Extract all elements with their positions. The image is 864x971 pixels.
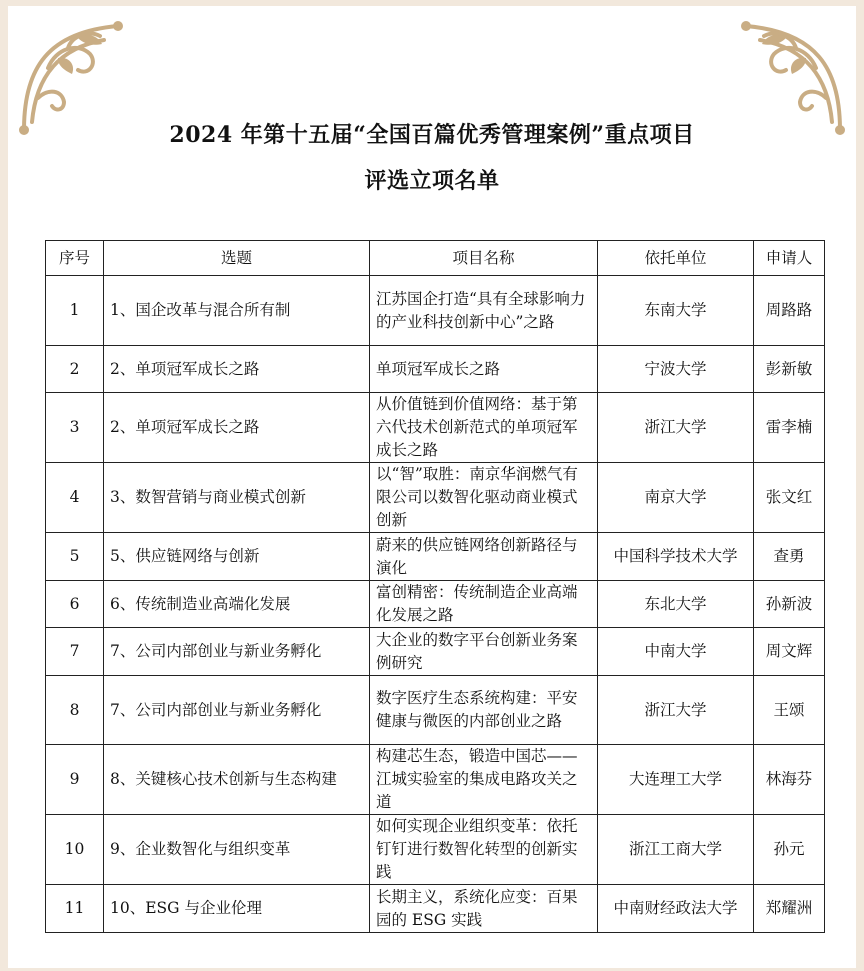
table-row: [46, 676, 825, 745]
cell-topic: 3、数智营销与商业模式创新: [104, 463, 370, 533]
cell-topic: 6、传统制造业高端化发展: [104, 581, 370, 628]
cell-applicant: 王颂: [754, 676, 825, 745]
table-header-row: [46, 241, 825, 276]
cell-project: 江苏国企打造“具有全球影响力的产业科技创新中心”之路: [370, 276, 598, 346]
cell-project: 构建芯生态，锻造中国芯——江城实验室的集成电路攻关之道: [370, 745, 598, 815]
cell-no: 6: [46, 581, 104, 628]
cell-unit: 中南财经政法大学: [598, 885, 754, 933]
cell-topic: 5、供应链网络与创新: [104, 533, 370, 581]
cell-unit: 东南大学: [598, 276, 754, 346]
cell-no: 4: [46, 463, 104, 533]
header-applicant: 申请人: [754, 241, 825, 276]
cell-topic: 10、ESG 与企业伦理: [104, 885, 370, 933]
cell-project: 长期主义，系统化应变：百果园的 ESG 实践: [370, 885, 598, 933]
cell-unit: 东北大学: [598, 581, 754, 628]
cell-applicant: 彭新敏: [754, 346, 825, 393]
cell-topic: 9、企业数智化与组织变革: [104, 815, 370, 885]
cell-unit: 浙江工商大学: [598, 815, 754, 885]
cell-applicant: 孙新波: [754, 581, 825, 628]
header-project: 项目名称: [370, 241, 598, 276]
document-title: 2024 年第十五届“全国百篇优秀管理案例”重点项目: [169, 122, 695, 148]
header-unit: 依托单位: [598, 241, 754, 276]
cell-applicant: 周路路: [754, 276, 825, 346]
cell-project: 以“智”取胜：南京华润燃气有限公司以数智化驱动商业模式创新: [370, 463, 598, 533]
table-row: [46, 533, 825, 581]
table-row: [46, 393, 825, 463]
cell-project: 数字医疗生态系统构建：平安健康与微医的内部创业之路: [370, 676, 598, 745]
cell-unit: 浙江大学: [598, 393, 754, 463]
cell-no: 8: [46, 676, 104, 745]
cell-no: 7: [46, 628, 104, 676]
cell-applicant: 孙元: [754, 815, 825, 885]
cell-unit: 大连理工大学: [598, 745, 754, 815]
table-row: [46, 581, 825, 628]
cell-applicant: 周文辉: [754, 628, 825, 676]
document-page: [8, 6, 856, 968]
cell-applicant: 查勇: [754, 533, 825, 581]
cell-project: 蔚来的供应链网络创新路径与演化: [370, 533, 598, 581]
cell-unit: 宁波大学: [598, 346, 754, 393]
cell-topic: 7、公司内部创业与新业务孵化: [104, 628, 370, 676]
cell-no: 3: [46, 393, 104, 463]
cell-unit: 中南大学: [598, 628, 754, 676]
header-no: 序号: [46, 241, 104, 276]
table-row: [46, 885, 825, 933]
cell-topic: 2、单项冠军成长之路: [104, 393, 370, 463]
cell-project: 如何实现企业组织变革：依托钉钉进行数智化转型的创新实践: [370, 815, 598, 885]
cell-no: 11: [46, 885, 104, 933]
cell-no: 1: [46, 276, 104, 346]
cell-no: 10: [46, 815, 104, 885]
table-row: [46, 745, 825, 815]
cell-topic: 1、国企改革与混合所有制: [104, 276, 370, 346]
table-row: [46, 346, 825, 393]
table-row: [46, 463, 825, 533]
cell-applicant: 林海芬: [754, 745, 825, 815]
cell-topic: 8、关键核心技术创新与生态构建: [104, 745, 370, 815]
cell-applicant: 郑耀洲: [754, 885, 825, 933]
cell-no: 2: [46, 346, 104, 393]
cell-no: 5: [46, 533, 104, 581]
cell-project: 从价值链到价值网络：基于第六代技术创新范式的单项冠军成长之路: [370, 393, 598, 463]
cell-unit: 南京大学: [598, 463, 754, 533]
cell-topic: 2、单项冠军成长之路: [104, 346, 370, 393]
cell-no: 9: [46, 745, 104, 815]
header-topic: 选题: [104, 241, 370, 276]
cell-unit: 中国科学技术大学: [598, 533, 754, 581]
project-table: [45, 240, 825, 933]
cell-topic: 7、公司内部创业与新业务孵化: [104, 676, 370, 745]
document-subtitle: 评选立项名单: [364, 168, 500, 194]
cell-project: 富创精密：传统制造企业高端化发展之路: [370, 581, 598, 628]
table-row: [46, 628, 825, 676]
cell-applicant: 张文红: [754, 463, 825, 533]
table-row: [46, 276, 825, 346]
cell-applicant: 雷李楠: [754, 393, 825, 463]
cell-project: 单项冠军成长之路: [370, 346, 598, 393]
cell-unit: 浙江大学: [598, 676, 754, 745]
cell-project: 大企业的数字平台创新业务案例研究: [370, 628, 598, 676]
table-row: [46, 815, 825, 885]
